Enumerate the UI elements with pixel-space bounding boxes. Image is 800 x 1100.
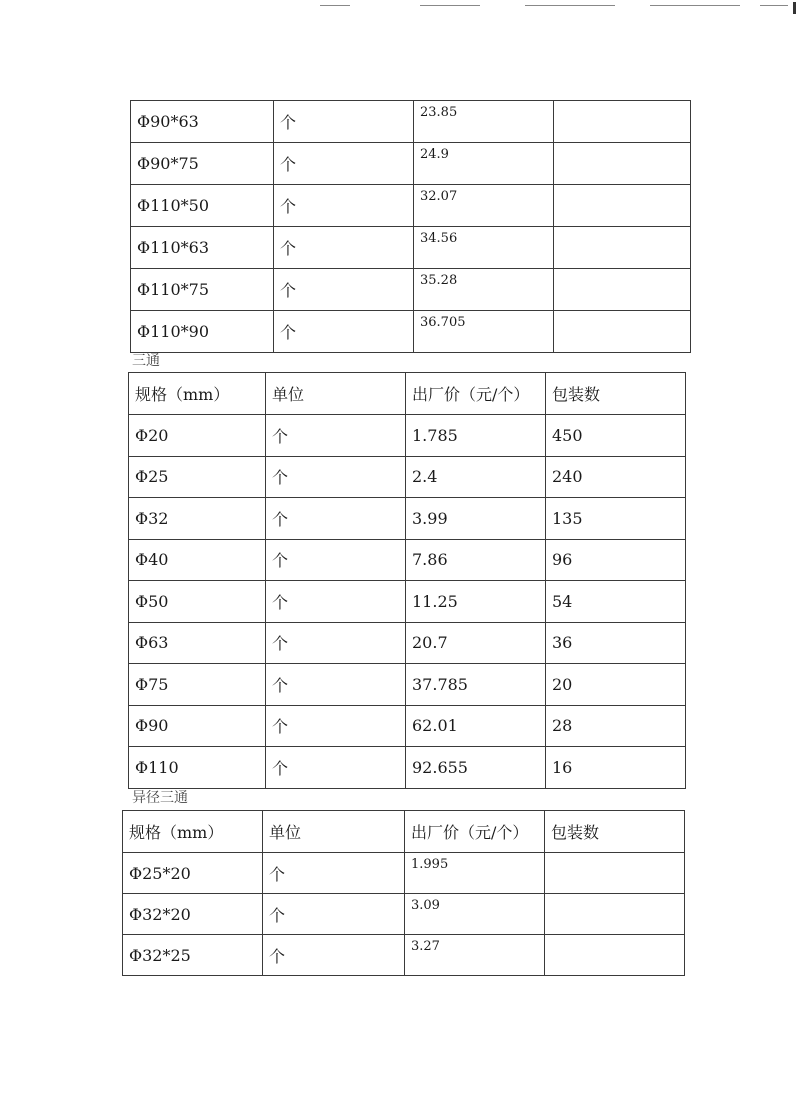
table-row bbox=[131, 143, 691, 185]
cell-pack bbox=[554, 311, 691, 353]
reducing-tee-section-label: 异径三通 bbox=[132, 790, 188, 806]
reducer-table-body bbox=[131, 101, 691, 353]
header-unit: 单位 bbox=[266, 373, 406, 415]
cell-spec: Φ32 bbox=[129, 498, 266, 540]
cell-spec: Φ110*90 bbox=[131, 311, 274, 353]
cell-price: 7.86 bbox=[406, 539, 546, 581]
cell-pack bbox=[554, 269, 691, 311]
cell-unit: 个 bbox=[274, 227, 414, 269]
reducing-tee-table-header bbox=[123, 811, 685, 853]
cell-spec: Φ32*25 bbox=[123, 935, 263, 976]
table-row bbox=[131, 269, 691, 311]
cell-price: 24.9 bbox=[414, 143, 554, 185]
cell-unit: 个 bbox=[266, 415, 406, 457]
cell-price: 34.56 bbox=[414, 227, 554, 269]
cell-pack: 450 bbox=[546, 415, 686, 457]
header-price: 出厂价（元/个） bbox=[405, 811, 545, 853]
cell-pack bbox=[545, 894, 685, 935]
table-row bbox=[129, 622, 686, 664]
table-row bbox=[131, 227, 691, 269]
cell-unit: 个 bbox=[274, 311, 414, 353]
cell-spec: Φ90*63 bbox=[131, 101, 274, 143]
cell-spec: Φ110*75 bbox=[131, 269, 274, 311]
cell-spec: Φ110*63 bbox=[131, 227, 274, 269]
cell-spec: Φ40 bbox=[129, 539, 266, 581]
header-pack: 包装数 bbox=[545, 811, 685, 853]
cell-price: 32.07 bbox=[414, 185, 554, 227]
cell-unit: 个 bbox=[274, 143, 414, 185]
reducing-tee-price-table bbox=[122, 810, 685, 976]
cell-price: 20.7 bbox=[406, 622, 546, 664]
cell-unit: 个 bbox=[266, 622, 406, 664]
cell-pack: 54 bbox=[546, 581, 686, 623]
table-row bbox=[129, 415, 686, 457]
table-header-row bbox=[129, 373, 686, 415]
table-row bbox=[129, 705, 686, 747]
cell-price: 35.28 bbox=[414, 269, 554, 311]
table-row bbox=[129, 747, 686, 789]
table-row bbox=[123, 894, 685, 935]
cell-price: 92.655 bbox=[406, 747, 546, 789]
cell-spec: Φ20 bbox=[129, 415, 266, 457]
cell-pack: 16 bbox=[546, 747, 686, 789]
scan-edge-mark bbox=[793, 2, 796, 14]
header-pack: 包装数 bbox=[546, 373, 686, 415]
scan-artifacts bbox=[0, 0, 800, 14]
cell-pack bbox=[545, 853, 685, 894]
cell-pack bbox=[554, 227, 691, 269]
cell-unit: 个 bbox=[274, 101, 414, 143]
table-row bbox=[131, 311, 691, 353]
cell-pack: 240 bbox=[546, 456, 686, 498]
cell-unit: 个 bbox=[266, 581, 406, 623]
cell-unit: 个 bbox=[263, 935, 405, 976]
table-row bbox=[129, 456, 686, 498]
cell-pack: 20 bbox=[546, 664, 686, 706]
cell-unit: 个 bbox=[266, 456, 406, 498]
cell-pack: 28 bbox=[546, 705, 686, 747]
cell-spec: Φ50 bbox=[129, 581, 266, 623]
cell-unit: 个 bbox=[274, 185, 414, 227]
table-row bbox=[129, 498, 686, 540]
cell-price: 3.27 bbox=[405, 935, 545, 976]
cell-pack bbox=[545, 935, 685, 976]
reducer-price-table bbox=[130, 100, 691, 353]
cell-unit: 个 bbox=[266, 498, 406, 540]
cell-unit: 个 bbox=[266, 539, 406, 581]
cell-unit: 个 bbox=[266, 705, 406, 747]
cell-price: 23.85 bbox=[414, 101, 554, 143]
cell-unit: 个 bbox=[263, 853, 405, 894]
cell-unit: 个 bbox=[274, 269, 414, 311]
cell-pack bbox=[554, 143, 691, 185]
cell-price: 1.995 bbox=[405, 853, 545, 894]
cell-price: 3.99 bbox=[406, 498, 546, 540]
cell-price: 11.25 bbox=[406, 581, 546, 623]
cell-spec: Φ110*50 bbox=[131, 185, 274, 227]
cell-spec: Φ32*20 bbox=[123, 894, 263, 935]
table-row bbox=[123, 853, 685, 894]
table-header-row bbox=[123, 811, 685, 853]
header-unit: 单位 bbox=[263, 811, 405, 853]
header-price: 出厂价（元/个） bbox=[406, 373, 546, 415]
cell-unit: 个 bbox=[263, 894, 405, 935]
cell-price: 36.705 bbox=[414, 311, 554, 353]
cell-pack bbox=[554, 101, 691, 143]
cell-spec: Φ63 bbox=[129, 622, 266, 664]
cell-price: 37.785 bbox=[406, 664, 546, 706]
tee-price-table bbox=[128, 372, 686, 789]
tee-section-label: 三通 bbox=[132, 353, 160, 369]
cell-spec: Φ90*75 bbox=[131, 143, 274, 185]
tee-table-header bbox=[129, 373, 686, 415]
table-row bbox=[129, 664, 686, 706]
header-spec: 规格（mm） bbox=[129, 373, 266, 415]
cell-spec: Φ90 bbox=[129, 705, 266, 747]
cell-spec: Φ75 bbox=[129, 664, 266, 706]
cell-pack: 36 bbox=[546, 622, 686, 664]
cell-price: 62.01 bbox=[406, 705, 546, 747]
table-row bbox=[131, 101, 691, 143]
cell-spec: Φ25*20 bbox=[123, 853, 263, 894]
table-row bbox=[131, 185, 691, 227]
cell-spec: Φ110 bbox=[129, 747, 266, 789]
cell-price: 2.4 bbox=[406, 456, 546, 498]
table-row bbox=[129, 539, 686, 581]
tee-table-body bbox=[129, 415, 686, 789]
cell-spec: Φ25 bbox=[129, 456, 266, 498]
header-spec: 规格（mm） bbox=[123, 811, 263, 853]
cell-unit: 个 bbox=[266, 664, 406, 706]
table-row bbox=[123, 935, 685, 976]
cell-pack bbox=[554, 185, 691, 227]
cell-pack: 96 bbox=[546, 539, 686, 581]
cell-pack: 135 bbox=[546, 498, 686, 540]
cell-price: 1.785 bbox=[406, 415, 546, 457]
table-row bbox=[129, 581, 686, 623]
cell-unit: 个 bbox=[266, 747, 406, 789]
cell-price: 3.09 bbox=[405, 894, 545, 935]
reducing-tee-table-body bbox=[123, 853, 685, 976]
